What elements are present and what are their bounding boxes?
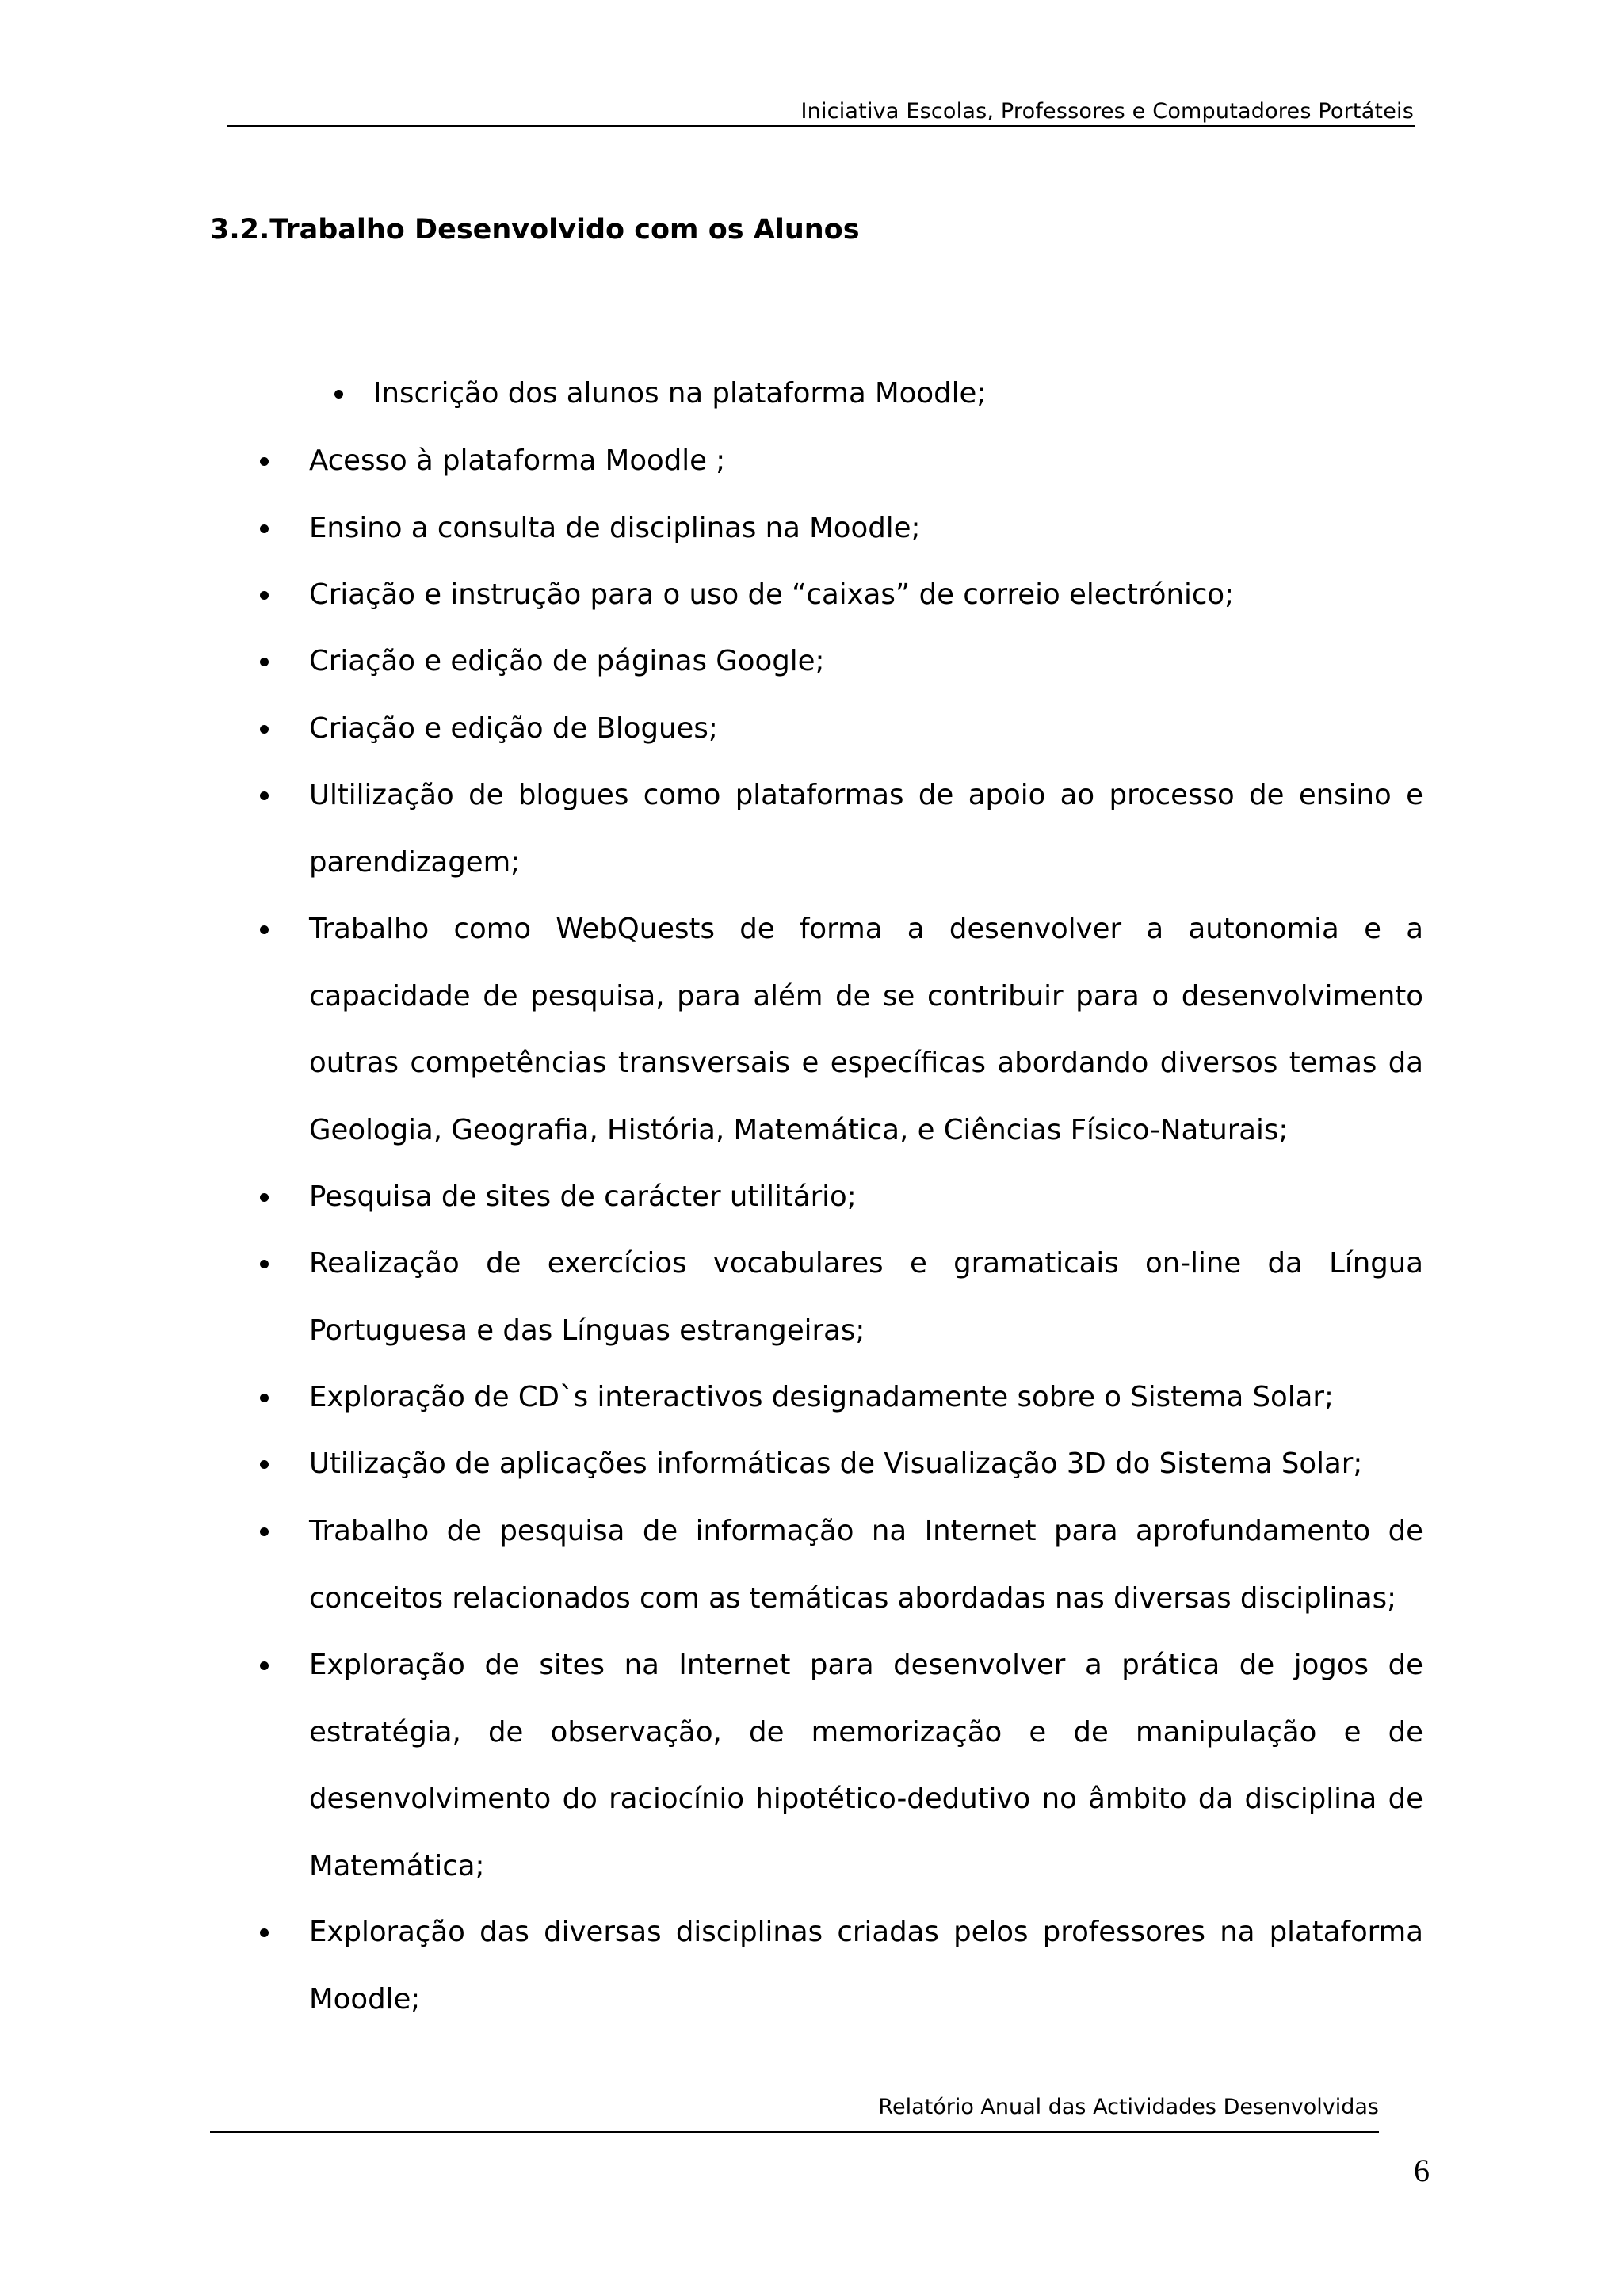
- bullet-icon: [260, 658, 269, 666]
- list-item-text: Ultilização de blogues como plataformas de apoio ao processo de ensino e parendizagem;: [309, 779, 1423, 879]
- list-item-text: Trabalho como WebQuests de forma a desenvolver a autonomia e a capacidade de pesquisa, para além de se contribuir para o desenvolvimento outras competências transversais e específicas abordando diversos temas da Geologia, Geografia, História, Matemática, e Ciências Físico-Naturais;: [309, 913, 1423, 1146]
- list-item-text: Criação e edição de páginas Google;: [309, 645, 825, 677]
- list-item-text: Pesquisa de sites de carácter utilitário;: [309, 1180, 857, 1213]
- list-item-text: Exploração das diversas disciplinas criadas pelos professores na plataforma Moodle;: [309, 1916, 1423, 2016]
- bullet-icon: [260, 457, 269, 466]
- list-item-text: Exploração de CD`s interactivos designadamente sobre o Sistema Solar;: [309, 1381, 1334, 1413]
- bullet-icon: [260, 1460, 269, 1469]
- bullet-icon: [260, 591, 269, 600]
- bullet-icon: [260, 1260, 269, 1268]
- section-title: 3.2.Trabalho Desenvolvido com os Alunos: [210, 214, 860, 246]
- list-item-text: Criação e instrução para o uso de “caixas” de correio electrónico;: [309, 578, 1235, 611]
- footer-divider: [210, 2131, 1379, 2133]
- bullet-icon: [260, 1661, 269, 1670]
- bullet-icon: [260, 1193, 269, 1202]
- footer-report-title: Relatório Anual das Actividades Desenvolvidas: [878, 2095, 1379, 2119]
- running-header: Iniciativa Escolas, Professores e Computadores Portáteis: [800, 99, 1414, 124]
- list-item-text: Criação e edição de Blogues;: [309, 712, 718, 745]
- bullet-icon: [260, 1928, 269, 1937]
- bullet-icon: [334, 390, 343, 399]
- list-item-text: Utilização de aplicações informáticas de Visualização 3D do Sistema Solar;: [309, 1447, 1363, 1480]
- bullet-icon: [260, 725, 269, 734]
- list-item-text: Acesso à plataforma Moodle ;: [309, 444, 726, 477]
- bullet-icon: [260, 791, 269, 800]
- list-item-text: Realização de exercícios vocabulares e gramaticais on-line da Língua Portuguesa e das Línguas estrangeiras;: [309, 1247, 1423, 1347]
- page-number: 6: [1414, 2153, 1430, 2188]
- bullet-icon: [260, 524, 269, 533]
- bullet-icon: [260, 925, 269, 934]
- list-item-text: Ensino a consulta de disciplinas na Moodle;: [309, 512, 921, 544]
- list-item-text: Inscrição dos alunos na plataforma Moodle;: [373, 377, 987, 410]
- list-item-text: Exploração de sites na Internet para desenvolver a prática de jogos de estratégia, de observação, de memorização e de manipulação e de desenvolvimento do raciocínio hipotético-dedutivo no âmbito da disciplina de Matemática;: [309, 1649, 1423, 1882]
- bullet-icon: [260, 1394, 269, 1402]
- list-item-text: Trabalho de pesquisa de informação na Internet para aprofundamento de conceitos relacionados com as temáticas abordadas nas diversas disciplinas;: [309, 1515, 1423, 1615]
- bullet-icon: [260, 1527, 269, 1536]
